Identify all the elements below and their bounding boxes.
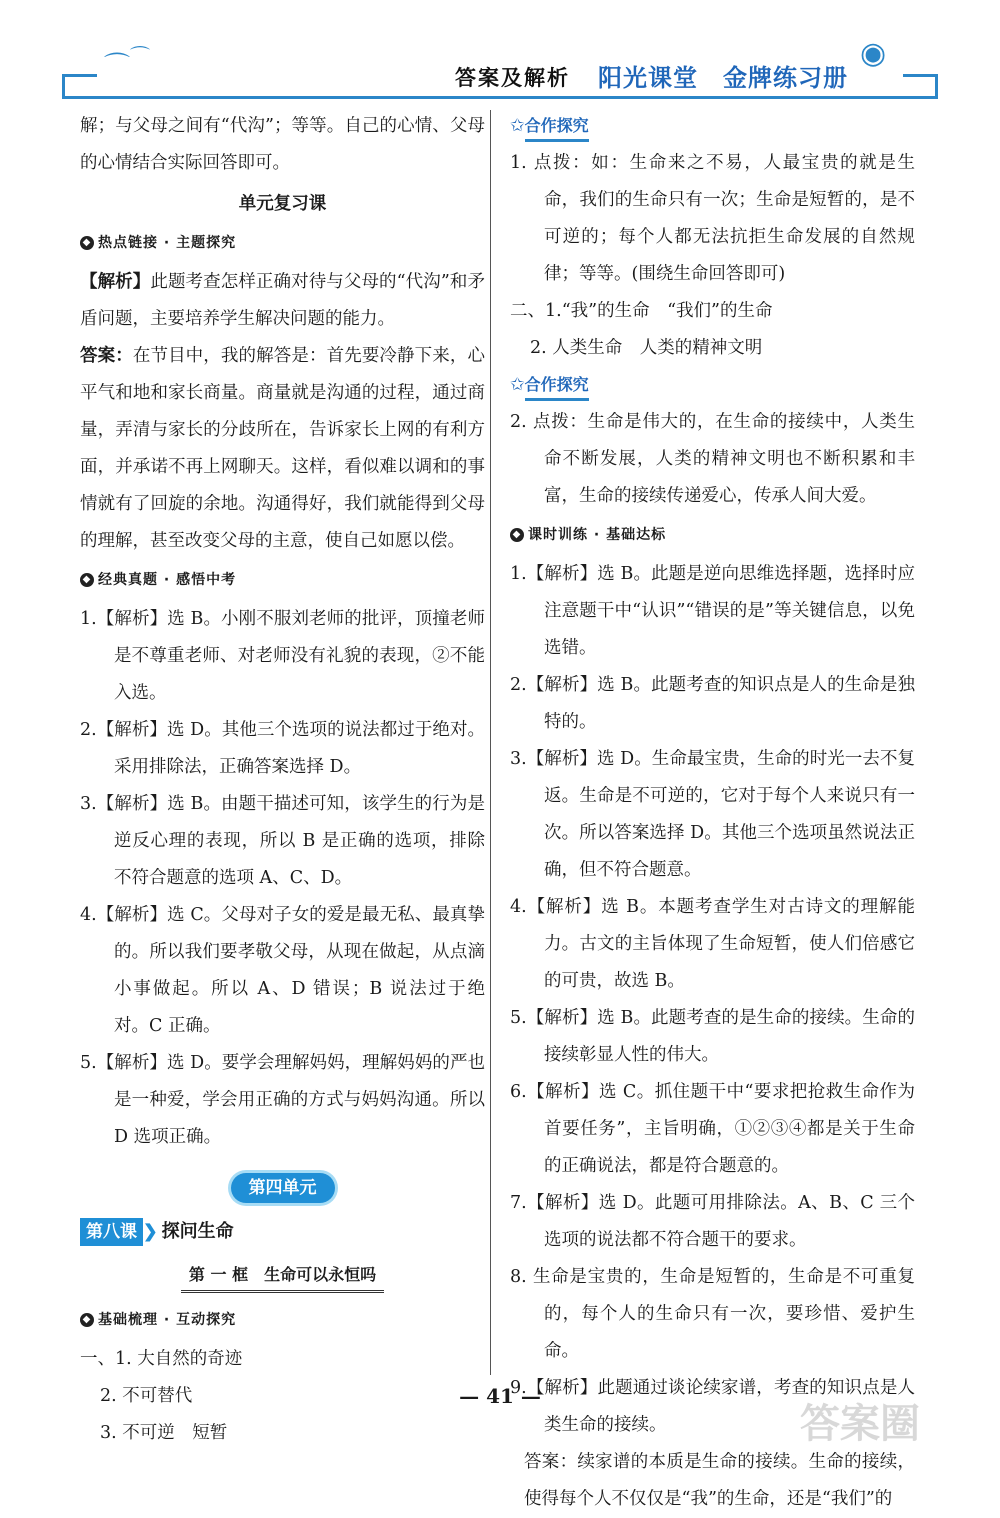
paragraph: 【解析】此题考查怎样正确对待与父母的“代沟”和矛盾问题，主要培养学生解决问题的能力。 — [80, 272, 485, 329]
star-icon: ✩ — [510, 116, 525, 136]
list-item: 3.【解析】选 B。由题干描述可知，该学生的行为是逆反心理的表现，所以 B 是正确的选项，排除不符合题意的选项 A、C、D。 — [80, 794, 485, 888]
lesson-heading: 第八课 ❯ 探问生命 — [80, 1213, 485, 1251]
paragraph: 解；与父母之间有“代沟”；等等。自己的心情、父母的心情结合实际回答即可。 — [80, 116, 485, 173]
list-item: 7.【解析】选 D。此题可用排除法。A、B、C 三个选项的说法都不符合题干的要求。 — [510, 1193, 915, 1250]
list-item: 5.【解析】选 D。要学会理解妈妈，理解妈妈的严也是一种爱，学会用正确的方式与妈妈沟通。所以 D 选项正确。 — [80, 1053, 485, 1147]
right-column — [510, 108, 915, 1518]
paragraph: 答案：续家谱的本质是生命的接续。生命的接续，使得每个人不仅仅是“我”的生命，还是“我们”的 — [524, 1452, 915, 1509]
page-header — [0, 0, 1000, 110]
header-brand: 阳光课堂 金牌练习册 — [598, 64, 848, 92]
section-heading: 单元复习课 — [238, 194, 327, 214]
list-item: 9.【解析】此题通过谈论续家谱，考查的知识点是人类生命的接续。 — [510, 1378, 915, 1435]
left-column — [80, 108, 485, 1452]
section-icon: ◆ — [80, 1313, 94, 1327]
list-item: 3.【解析】选 D。生命最宝贵，生命的时光一去不复返。生命是不可逆的，它对于每个人来说只有一次。所以答案选择 D。其他三个选项虽然说法正确，但不符合题意。 — [510, 749, 915, 880]
header-rule — [62, 96, 938, 99]
section-label: ◆ 经典真题 · 感悟中考 — [80, 562, 485, 599]
list-item: 2. 点拨：生命是伟大的，在生命的接续中，人类生命不断发展，人类的精神文明也不断积累和丰富，生命的接续传递爱心，传承人间大爱。 — [510, 412, 915, 506]
unit-heading: 第四单元 — [80, 1170, 485, 1207]
list-item: 1. 点拨：如：生命来之不易，人最宝贵的就是生命，我们的生命只有一次；生命是短暂的，是不可逆的；每个人都无法抗拒生命发展的自然规律；等等。(围绕生命回答即可) — [510, 153, 915, 284]
list-item: 2.【解析】选 B。此题考查的知识点是人的生命是独特的。 — [510, 675, 915, 732]
list-item: 8. 生命是宝贵的，生命是短暂的，生命是不可重复的，每个人的生命只有一次，要珍惜、爱护生命。 — [510, 1267, 915, 1361]
section-icon: ◆ — [80, 236, 94, 250]
star-icon: ✩ — [510, 375, 525, 395]
section-label: ◆ 基础梳理 · 互动探究 — [80, 1302, 485, 1339]
coop-heading: ✩合作探究 — [510, 108, 915, 145]
list-item: 一、1. 大自然的奇迹 — [80, 1349, 243, 1369]
frame-heading: 第 一 框 生命可以永恒吗 — [80, 1257, 485, 1294]
section-label: ◆ 热点链接 · 主题探究 — [80, 225, 485, 262]
bird-icon: ⌒ — [130, 44, 150, 68]
header-title: 答案及解析 — [455, 66, 570, 90]
list-item: 5.【解析】选 B。此题考查的是生命的接续。生命的接续彰显人性的伟大。 — [510, 1008, 915, 1065]
bird-icon: ⌒ — [104, 52, 131, 82]
list-item: 4.【解析】选 B。本题考查学生对古诗文的理解能力。古文的主旨体现了生命短暂，使人们倍感它的可贵，故选 B。 — [510, 897, 915, 991]
list-item: 1.【解析】选 B。此题是逆向思维选择题，选择时应注意题干中“认识”“错误的是”等关键信息，以免选错。 — [510, 564, 915, 658]
list-item: 2. 不可替代 — [100, 1386, 193, 1406]
coop-heading: ✩合作探究 — [510, 367, 915, 404]
list-item: 二、1.“我”的生命 “我们”的生命 — [510, 301, 773, 321]
section-icon: ◆ — [80, 573, 94, 587]
column-divider — [490, 110, 491, 1375]
list-item: 4.【解析】选 C。父母对子女的爱是最无私、最真挚的。所以我们要孝敬父母，从现在做起，从点滴小事做起。所以 A、D 错误；B 说法过于绝对。C 正确。 — [80, 905, 485, 1036]
section-label: ◆ 课时训练 · 基础达标 — [510, 517, 915, 554]
section-icon: ◆ — [510, 528, 524, 542]
watermark: 答案圈 — [800, 1401, 920, 1447]
list-item: 2.【解析】选 D。其他三个选项的说法都过于绝对。采用排除法，正确答案选择 D。 — [80, 720, 485, 777]
list-item: 6.【解析】选 C。抓住题干中“要求把抢救生命作为首要任务”，主旨明确，①②③④都是关于生命的正确说法，都是符合题意的。 — [510, 1082, 915, 1176]
page-number: — 41 — — [459, 1384, 541, 1408]
paragraph: 答案：在节目中，我的解答是：首先要冷静下来，心平气和地和家长商量。商量就是沟通的过程，通过商量，弄清与家长的分歧所在，告诉家长上网的有利方面，并承诺不再上网聊天。这样，看似难以调和的事情就有了回旋的余地。沟通得好，我们就能得到父母的理解，甚至改变父母的主意，使自己如愿以偿。 — [80, 346, 486, 551]
list-item: 2. 人类生命 人类的精神文明 — [530, 338, 763, 358]
list-item: 3. 不可逆 短暂 — [100, 1423, 228, 1443]
list-item: 1.【解析】选 B。小刚不服刘老师的批评，顶撞老师是不尊重老师、对老师没有礼貌的表现，②不能入选。 — [80, 609, 485, 703]
globe-icon: ◉ — [860, 36, 887, 71]
